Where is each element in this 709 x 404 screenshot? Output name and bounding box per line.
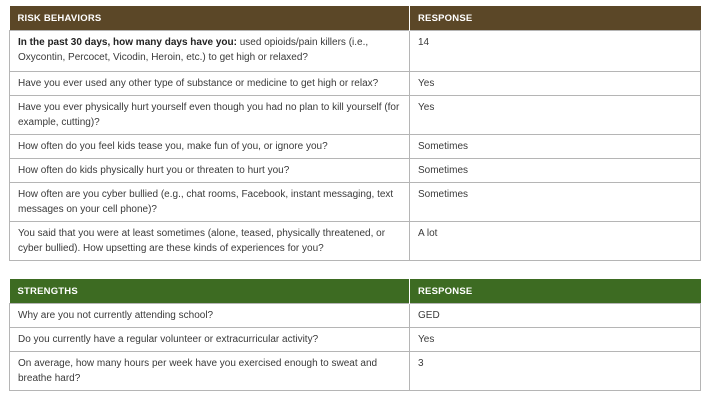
response-cell: Sometimes: [410, 135, 701, 159]
response-cell: Yes: [410, 328, 701, 352]
table-row: [10, 159, 701, 183]
response-cell: A lot: [410, 222, 701, 261]
table-header-row: [10, 279, 701, 304]
response-cell: 3: [410, 352, 701, 391]
table-row: [10, 31, 701, 72]
response-cell: 14: [410, 31, 701, 72]
table-row: [10, 183, 701, 222]
risk-behaviors-table: [9, 6, 701, 261]
response-header: RESPONSE: [410, 6, 701, 31]
response-cell: Sometimes: [410, 183, 701, 222]
question-text: used opioids/pain killers (i.e., Oxycontin, Percocet, Vicodin, Heroin, etc.) to get high or relaxed?: [18, 37, 369, 63]
strengths-table: [9, 279, 701, 391]
risk-behaviors-header: RISK BEHAVIORS: [10, 6, 410, 31]
question-cell: Have you ever used any other type of substance or medicine to get high or relax?: [10, 72, 410, 96]
question-cell: How often do kids physically hurt you or threaten to hurt you?: [10, 159, 410, 183]
question-cell: You said that you were at least sometimes (alone, teased, physically threatened, or cyber bullied). How upsetting are these kinds of experiences for you?: [10, 222, 410, 261]
response-cell: Yes: [410, 72, 701, 96]
table-row: [10, 96, 701, 135]
question-cell: Why are you not currently attending school?: [10, 304, 410, 328]
response-header: RESPONSE: [410, 279, 701, 304]
table-header-row: [10, 6, 701, 31]
table-row: [10, 352, 701, 391]
question-cell: Do you currently have a regular volunteer or extracurricular activity?: [10, 328, 410, 352]
table-row: [10, 222, 701, 261]
table-row: [10, 328, 701, 352]
strengths-header: STRENGTHS: [10, 279, 410, 304]
question-cell: How often do you feel kids tease you, make fun of you, or ignore you?: [10, 135, 410, 159]
table-row: [10, 304, 701, 328]
table-row: [10, 72, 701, 96]
question-cell: On average, how many hours per week have you exercised enough to sweat and breathe hard?: [10, 352, 410, 391]
response-cell: Sometimes: [410, 159, 701, 183]
question-cell: Have you ever physically hurt yourself even though you had no plan to kill yourself (for example, cutting)?: [10, 96, 410, 135]
table-row: [10, 135, 701, 159]
question-lead: In the past 30 days, how many days have you:: [18, 37, 237, 48]
response-cell: Yes: [410, 96, 701, 135]
question-cell: How often are you cyber bullied (e.g., chat rooms, Facebook, instant messaging, text messages on your cell phone)?: [10, 183, 410, 222]
question-cell: [10, 31, 410, 72]
response-cell: GED: [410, 304, 701, 328]
